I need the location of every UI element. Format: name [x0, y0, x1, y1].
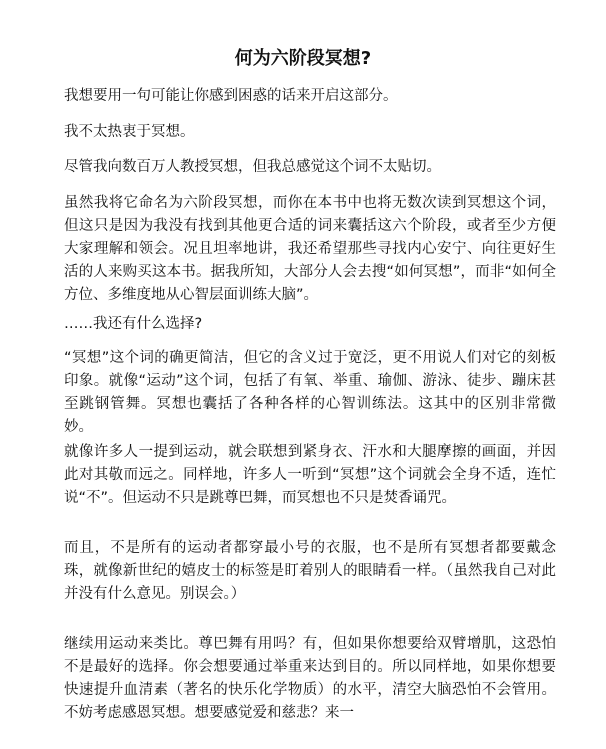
paragraph-7: 就像许多人一提到运动，就会联想到紧身衣、汗水和大腿摩擦的画面，并因此对其敬而远之。同样地，许多人一听到“冥想”这个词就会全身不适，连忙说“不”。但运动不只是跳尊巴舞，而冥想也不只是焚香诵咒。: [64, 444, 556, 506]
paragraph-8: 而且，不是所有的运动者都穿最小号的衣服，也不是所有冥想者都要戴念珠，就像新世纪的嬉皮士的标签是盯着别人的眼睛看一样。（虽然我自己对此并没有什么意见。别误会。）: [64, 540, 556, 602]
paragraph-9: 继续用运动来类比。尊巴舞有用吗？有，但如果你想要给双臂增肌，这恐怕不是最好的选择。你会想要通过举重来达到目的。所以同样地，如果你想要快速提升血清素（著名的快乐化学物质）的水平，清空大脑恐怕不会管用。不妨考虑感恩冥想。想要感觉爱和慈悲？来一: [64, 636, 556, 721]
page-title: 何为六阶段冥想?: [234, 48, 372, 69]
paragraph-2: 我不太热衷于冥想。: [64, 124, 195, 140]
paragraph-5: ……我还有什么选择?: [64, 316, 203, 332]
paragraph-6: “冥想”这个词的确更简洁，但它的含义过于宽泛，更不用说人们对它的刻板印象。就像“运动”这个词，包括了有氧、举重、瑜伽、游泳、徒步、蹦床甚至跳钢管舞。冥想也囊括了各种各样的心智训练法。这其中的区别非常微妙。: [64, 350, 556, 435]
paragraph-1: 我想要用一句可能让你感到困惑的话来开启这部分。: [64, 88, 398, 104]
paragraph-4: 虽然我将它命名为六阶段冥想，而你在本书中也将无数次读到冥想这个词，但这只是因为我没有找到其他更合适的词来囊括这六个阶段，或者至少方便大家理解和领会。况且坦率地讲，我还希望那些寻找内心安宁、向往更好生活的人来购买这本书。据我所知，大部分人会去搜“如何冥想”，而非“如何全方位、多维度地从心智层面训练大脑”。: [64, 195, 556, 303]
paragraph-3: 尽管我向数百万人教授冥想，但我总感觉这个词不太贴切。: [64, 159, 441, 175]
